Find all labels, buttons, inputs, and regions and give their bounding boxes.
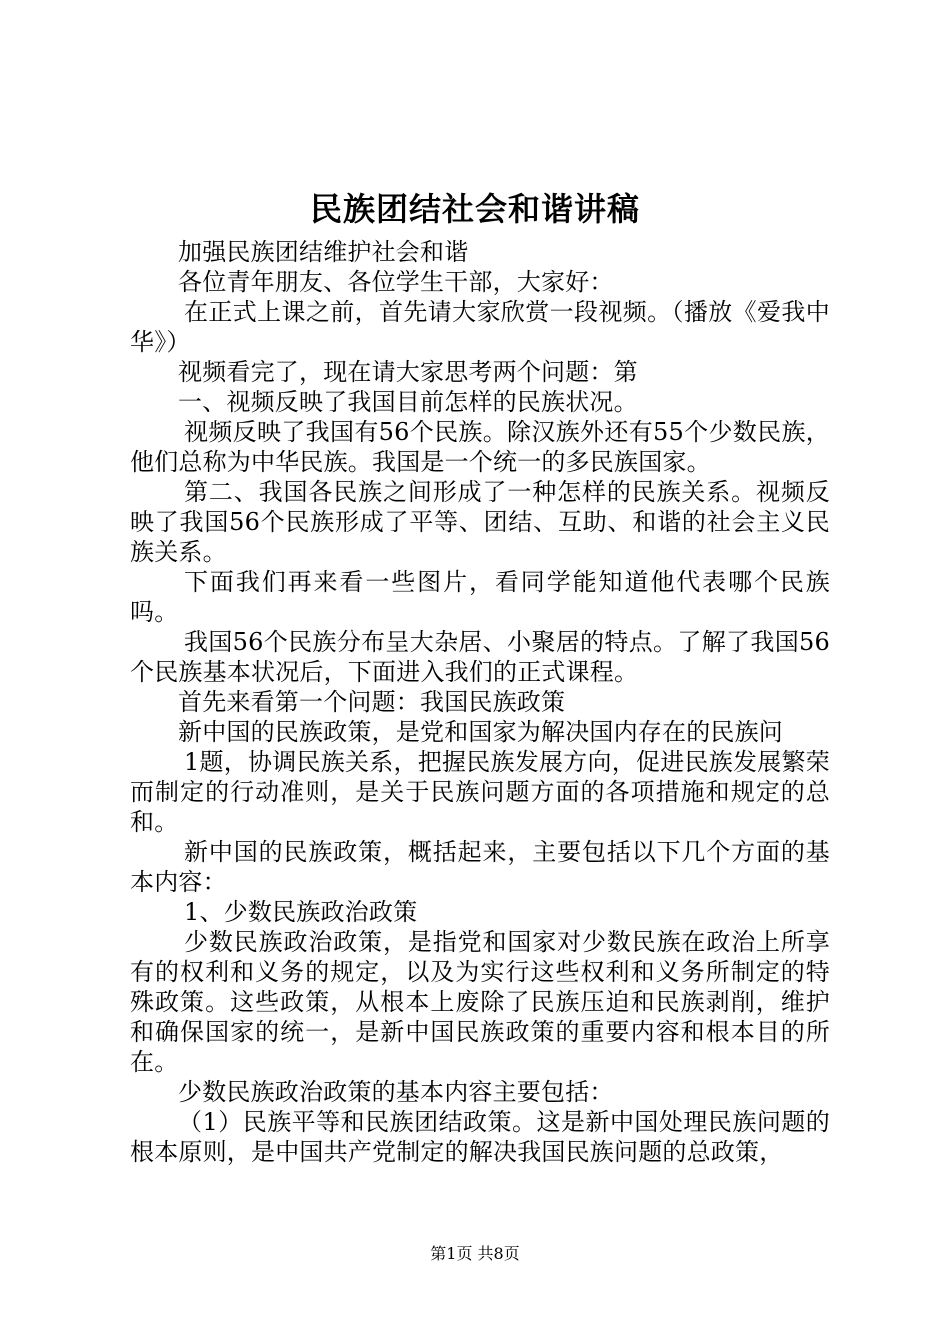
paragraph: 视频看完了，现在请大家思考两个问题：第 xyxy=(178,358,638,386)
paragraph: 加强民族团结维护社会和谐 xyxy=(178,238,469,266)
paragraph: 一、视频反映了我国目前怎样的民族状况。 xyxy=(178,388,638,416)
paragraph: 视频反映了我国有56个民族。除汉族外还有55个少数民族，他们总称为中华民族。我国是一个统一的多民族国家。 xyxy=(130,418,830,476)
paragraph: 各位青年朋友、各位学生干部，大家好： xyxy=(178,268,614,296)
page-number-footer: 第1页 共8页 xyxy=(430,1244,520,1263)
paragraph: 1题，协调民族关系，把握民族发展方向，促进民族发展繁荣而制定的行动准则，是关于民族问题方面的各项措施和规定的总和。 xyxy=(130,748,830,836)
paragraph: 新中国的民族政策，是党和国家为解决国内存在的民族问 xyxy=(178,718,783,746)
paragraph: 1、少数民族政治政策 xyxy=(184,898,418,926)
document-body xyxy=(130,237,830,1167)
document-title: 民族团结社会和谐讲稿 xyxy=(309,190,640,228)
paragraph: 新中国的民族政策，概括起来，主要包括以下几个方面的基本内容： xyxy=(130,838,830,896)
paragraph: 首先来看第一个问题：我国民族政策 xyxy=(178,688,566,716)
paragraph: 少数民族政治政策的基本内容主要包括： xyxy=(178,1078,614,1106)
paragraph: 下面我们再来看一些图片，看同学能知道他代表哪个民族吗。 xyxy=(130,568,830,626)
paragraph: （1）民族平等和民族团结政策。这是新中国处理民族问题的根本原则，是中国共产党制定的解决我国民族问题的总政策， xyxy=(130,1108,830,1166)
paragraph: 在正式上课之前，首先请大家欣赏一段视频。（播放《爱我中华》） xyxy=(130,298,830,356)
paragraph: 我国56个民族分布呈大杂居、小聚居的特点。了解了我国56个民族基本状况后，下面进入我们的正式课程。 xyxy=(130,628,830,686)
paragraph: 第二、我国各民族之间形成了一种怎样的民族关系。视频反映了我国56个民族形成了平等、团结、互助、和谐的社会主义民族关系。 xyxy=(130,478,830,566)
paragraph: 少数民族政治政策，是指党和国家对少数民族在政治上所享有的权利和义务的规定，以及为实行这些权利和义务所制定的特殊政策。这些政策，从根本上废除了民族压迫和民族剥削，维护和确保国家的统一，是新中国民族政策的重要内容和根本目的所在。 xyxy=(130,928,830,1076)
